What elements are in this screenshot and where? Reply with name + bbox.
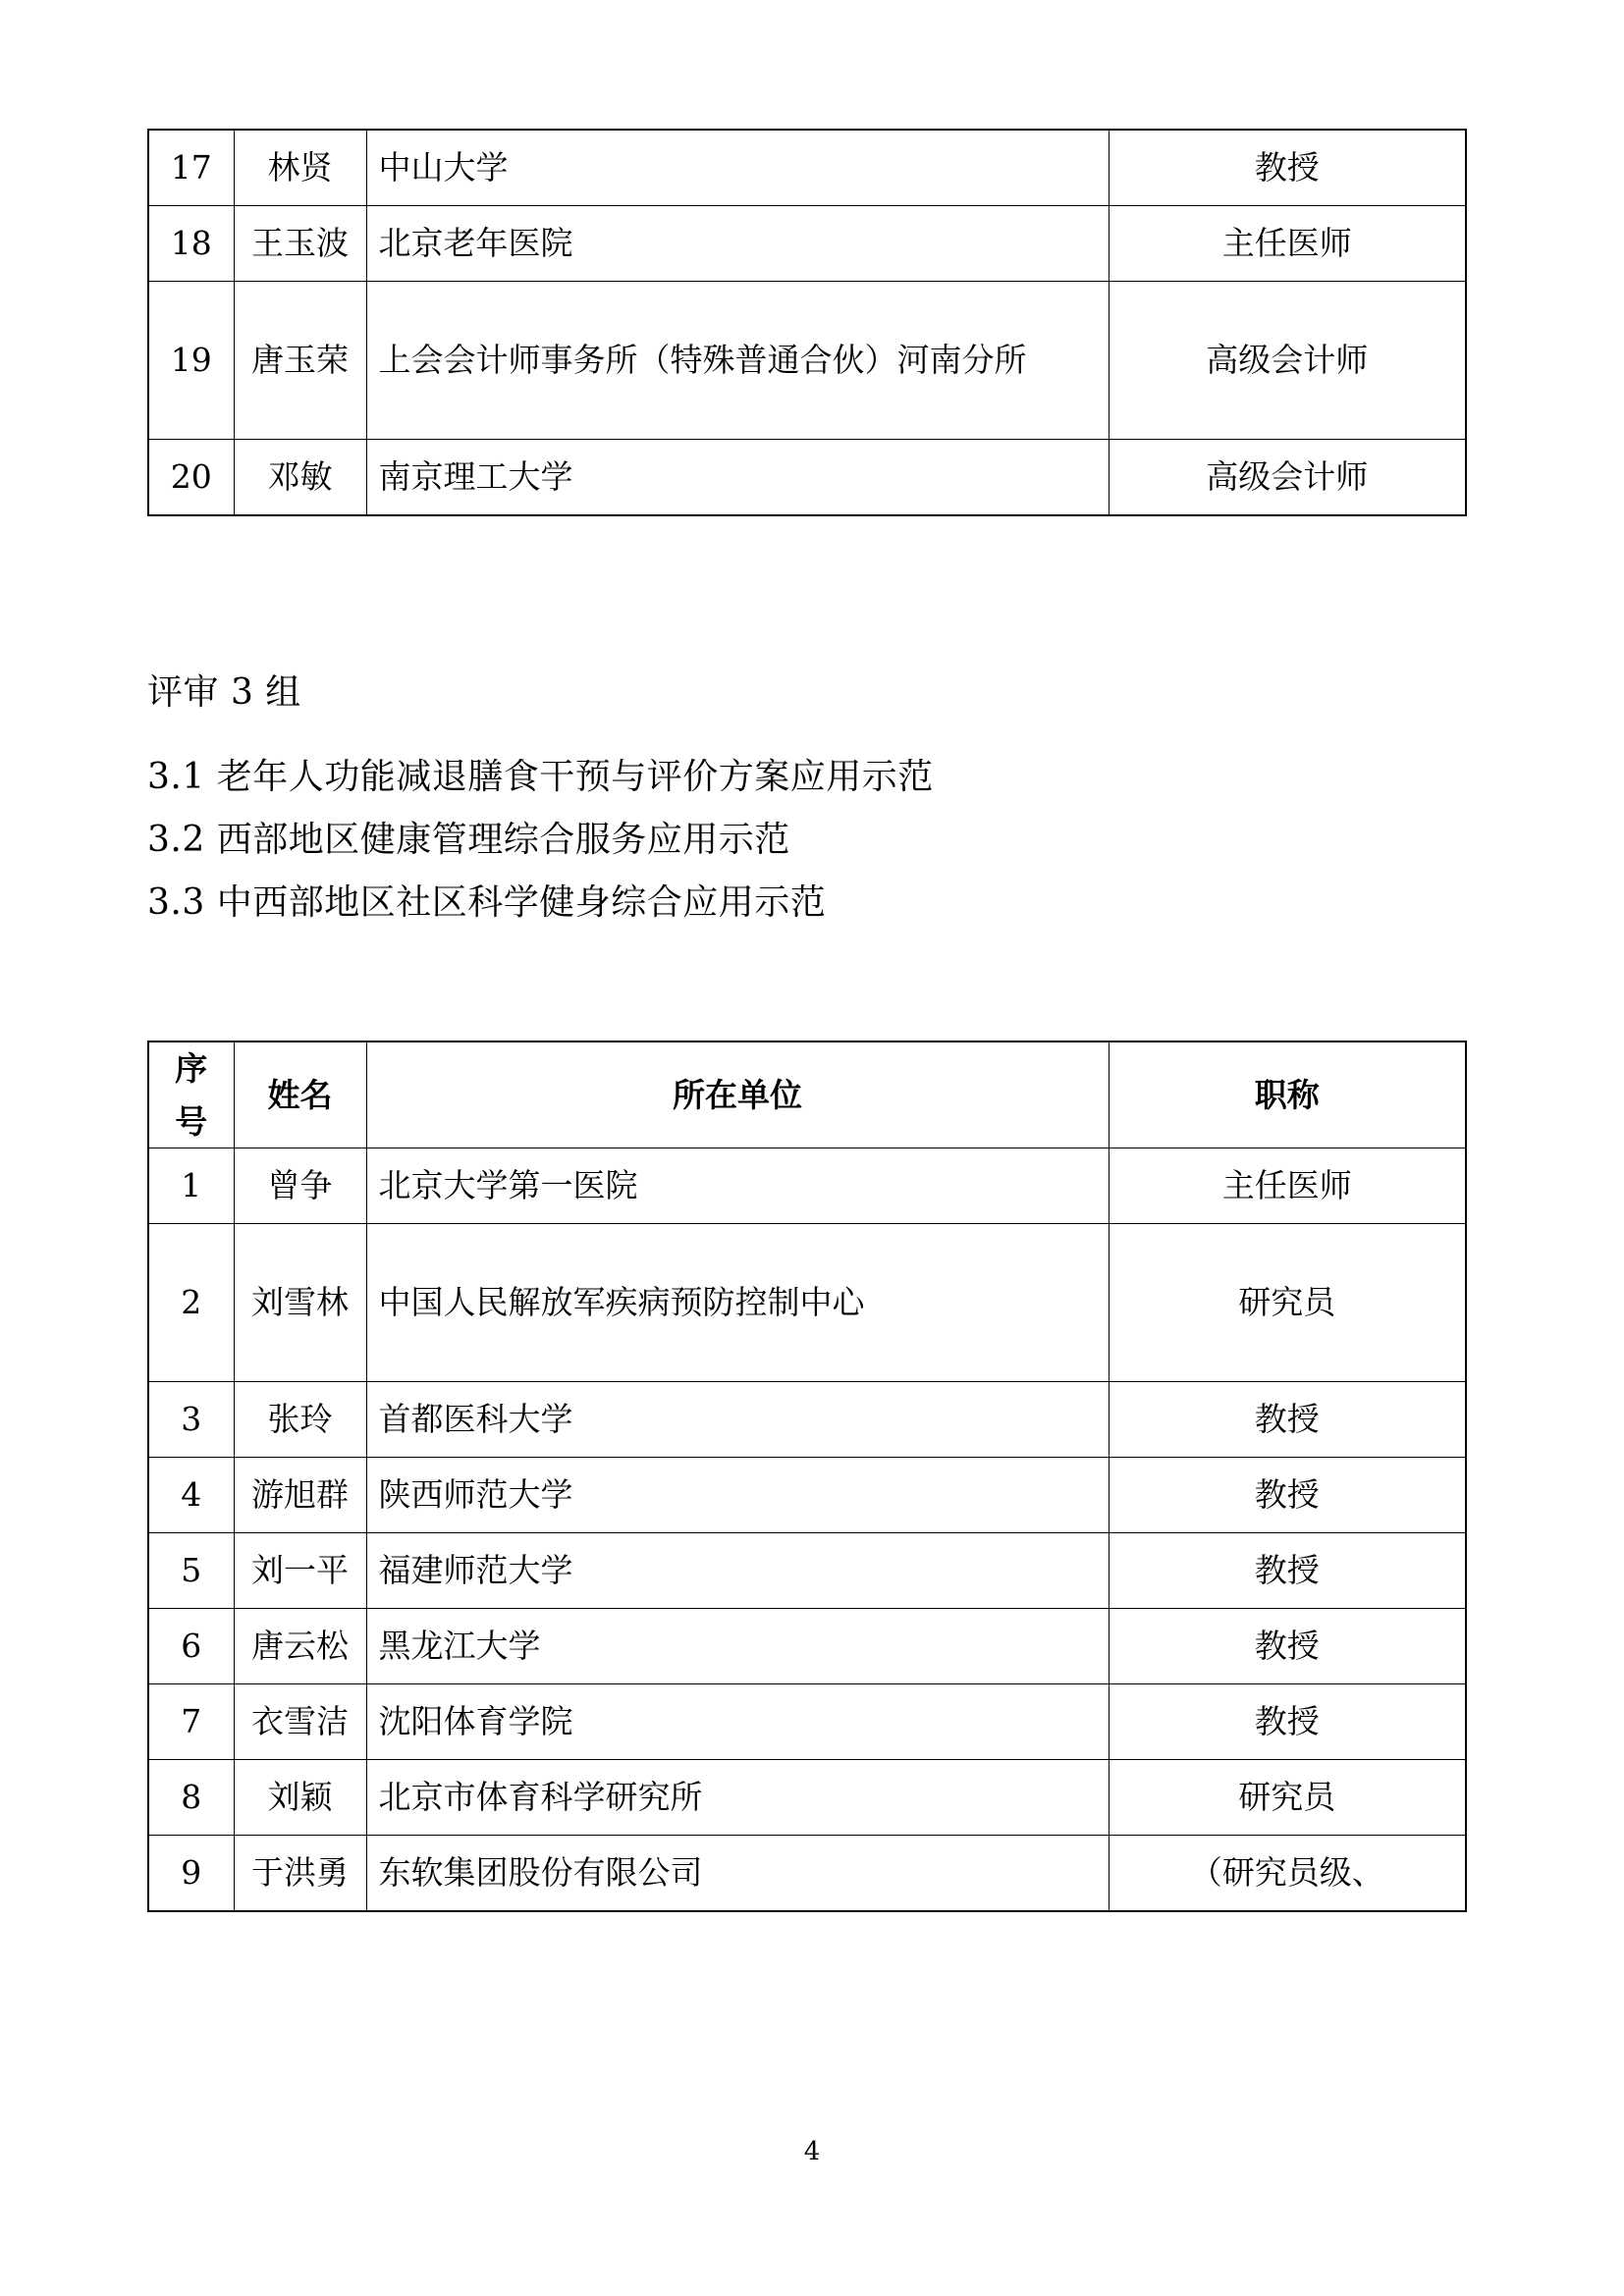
cell-unit: 沈阳体育学院 — [366, 1684, 1109, 1760]
cell-index: 7 — [148, 1684, 234, 1760]
table-row — [148, 1382, 1466, 1458]
header-title: 职称 — [1109, 1041, 1466, 1148]
group-3-heading-block — [147, 662, 1467, 934]
cell-index: 9 — [148, 1836, 234, 1912]
experts-table-continued — [147, 129, 1467, 516]
experts-table-group-3 — [147, 1041, 1467, 1912]
cell-index: 6 — [148, 1609, 234, 1684]
cell-name: 刘一平 — [234, 1533, 366, 1609]
table-row — [148, 1684, 1466, 1760]
cell-name: 张玲 — [234, 1382, 366, 1458]
cell-index: 17 — [148, 130, 234, 206]
cell-unit: 中国人民解放军疾病预防控制中心 — [366, 1224, 1109, 1382]
heading-table-spacer — [147, 934, 1467, 1041]
cell-name: 曾争 — [234, 1148, 366, 1224]
cell-unit: 中山大学 — [366, 130, 1109, 206]
table-header-row — [148, 1041, 1466, 1148]
cell-unit: 上会会计师事务所（特殊普通合伙）河南分所 — [366, 282, 1109, 440]
cell-name: 林贤 — [234, 130, 366, 206]
cell-name: 于洪勇 — [234, 1836, 366, 1912]
table-row — [148, 1533, 1466, 1609]
group-3-title: 评审 3 组 — [147, 672, 301, 713]
cell-title: 主任医师 — [1109, 206, 1466, 282]
cell-unit: 东软集团股份有限公司 — [366, 1836, 1109, 1912]
cell-name: 游旭群 — [234, 1458, 366, 1533]
table-row — [148, 440, 1466, 516]
cell-title: 教授 — [1109, 1382, 1466, 1458]
cell-unit: 南京理工大学 — [366, 440, 1109, 516]
table-row — [148, 1458, 1466, 1533]
page-number: 4 — [803, 2137, 821, 2166]
cell-index: 3 — [148, 1382, 234, 1458]
table-row — [148, 1609, 1466, 1684]
header-name: 姓名 — [234, 1041, 366, 1148]
cell-name: 刘雪林 — [234, 1224, 366, 1382]
cell-name: 唐玉荣 — [234, 282, 366, 440]
cell-title: 教授 — [1109, 1609, 1466, 1684]
cell-unit: 陕西师范大学 — [366, 1458, 1109, 1533]
cell-index: 20 — [148, 440, 234, 516]
cell-title: 研究员 — [1109, 1224, 1466, 1382]
table-row — [148, 282, 1466, 440]
table-row — [148, 1760, 1466, 1836]
group-3-item-1: 3.1 老年人功能减退膳食干预与评价方案应用示范 — [147, 757, 934, 798]
cell-name: 刘颖 — [234, 1760, 366, 1836]
cell-title: 主任医师 — [1109, 1148, 1466, 1224]
cell-unit: 北京老年医院 — [366, 206, 1109, 282]
cell-index: 8 — [148, 1760, 234, 1836]
cell-title: 教授 — [1109, 1684, 1466, 1760]
cell-name: 邓敏 — [234, 440, 366, 516]
experts-table-continued-body — [148, 130, 1466, 515]
cell-title: 高级会计师 — [1109, 282, 1466, 440]
cell-title: 教授 — [1109, 130, 1466, 206]
page-content — [147, 0, 1467, 1912]
header-index: 序号 — [148, 1041, 234, 1148]
cell-unit: 北京大学第一医院 — [366, 1148, 1109, 1224]
cell-unit: 北京市体育科学研究所 — [366, 1760, 1109, 1836]
group-3-item-2: 3.2 西部地区健康管理综合服务应用示范 — [147, 820, 790, 861]
cell-title: 研究员 — [1109, 1760, 1466, 1836]
cell-index: 19 — [148, 282, 234, 440]
cell-index: 1 — [148, 1148, 234, 1224]
cell-name: 王玉波 — [234, 206, 366, 282]
cell-name: 唐云松 — [234, 1609, 366, 1684]
cell-title: 高级会计师 — [1109, 440, 1466, 516]
cell-index: 18 — [148, 206, 234, 282]
cell-unit: 首都医科大学 — [366, 1382, 1109, 1458]
table-row — [148, 1148, 1466, 1224]
cell-index: 5 — [148, 1533, 234, 1609]
cell-index: 4 — [148, 1458, 234, 1533]
cell-unit: 福建师范大学 — [366, 1533, 1109, 1609]
cell-title: 教授 — [1109, 1533, 1466, 1609]
table-row — [148, 1224, 1466, 1382]
cell-name: 衣雪洁 — [234, 1684, 366, 1760]
section-spacer — [147, 516, 1467, 662]
cell-unit: 黑龙江大学 — [366, 1609, 1109, 1684]
header-unit: 所在单位 — [366, 1041, 1109, 1148]
experts-table-group-3-head — [148, 1041, 1466, 1148]
top-spacer — [147, 0, 1467, 129]
experts-table-group-3-body — [148, 1148, 1466, 1912]
cell-title: （研究员级、 — [1109, 1836, 1466, 1912]
table-row — [148, 1836, 1466, 1912]
group-3-item-3: 3.3 中西部地区社区科学健身综合应用示范 — [147, 882, 827, 924]
cell-title: 教授 — [1109, 1458, 1466, 1533]
table-row — [148, 130, 1466, 206]
cell-index: 2 — [148, 1224, 234, 1382]
table-row — [148, 206, 1466, 282]
